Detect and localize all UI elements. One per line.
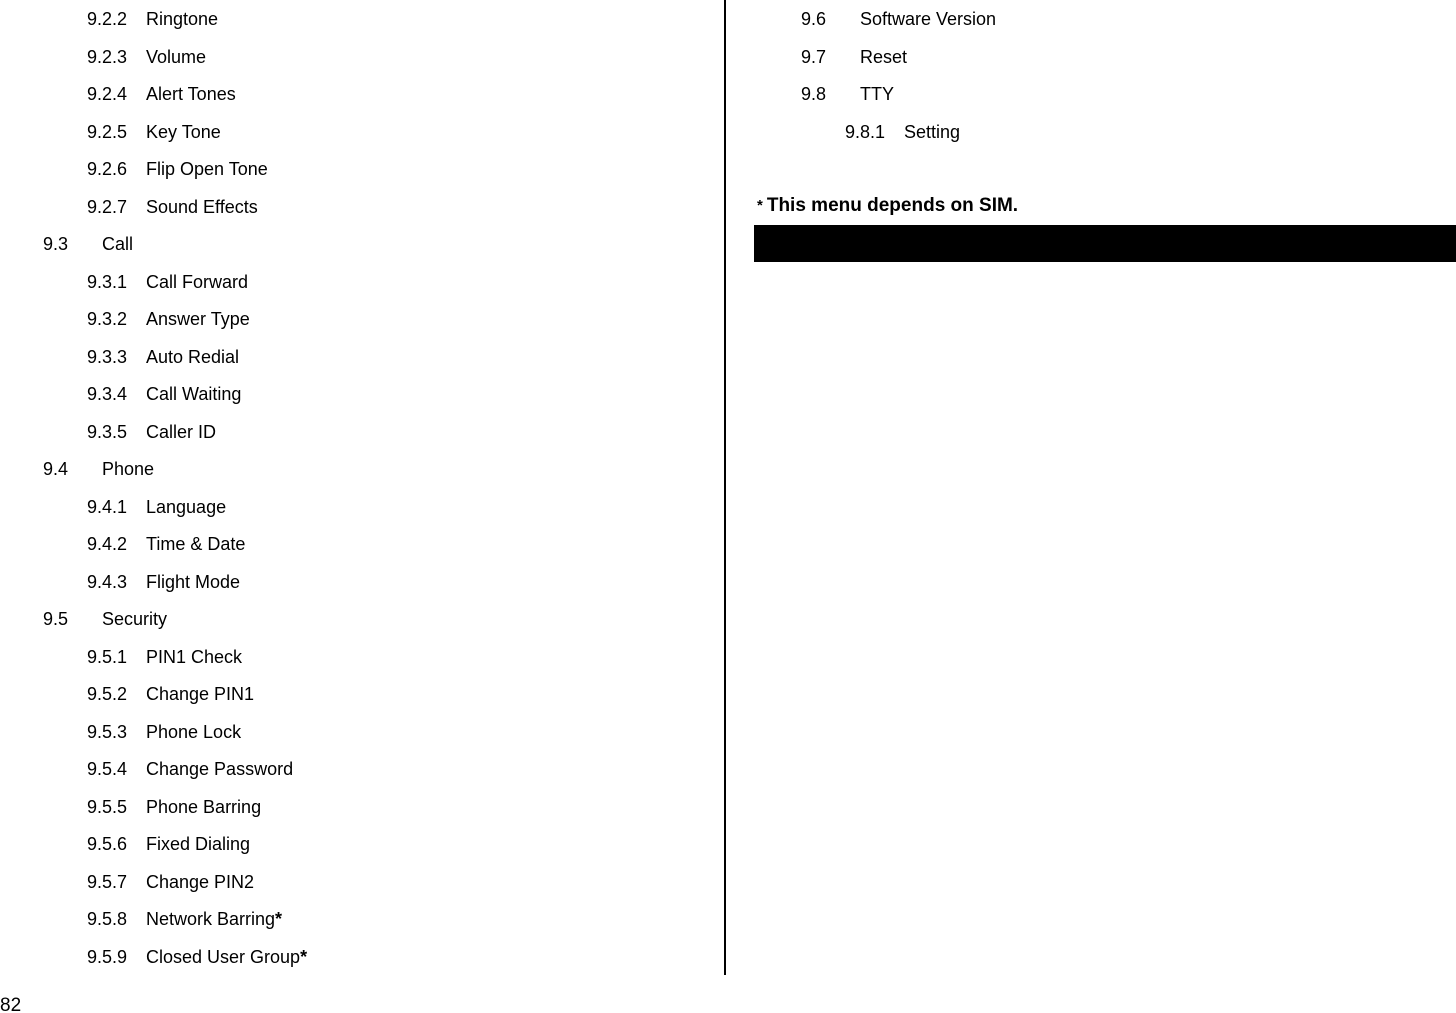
menu-entry-label: [146, 195, 258, 219]
menu-entry: [43, 457, 155, 481]
menu-entry-label-text: Phone: [102, 459, 155, 479]
menu-entry-label: [146, 157, 268, 181]
menu-entry-number: 9.2.7: [87, 196, 128, 217]
menu-entry-label: [146, 645, 242, 669]
menu-entry-label-text: Volume: [146, 46, 207, 67]
menu-entry: [87, 757, 294, 781]
menu-entry-number: 9.2.3: [87, 46, 128, 67]
menu-entry: [87, 570, 241, 594]
menu-entry-number: 9.5.9: [87, 946, 128, 967]
menu-entry-label: [146, 945, 307, 969]
menu-entry: [87, 532, 246, 556]
menu-entry-number: 9.5.5: [87, 796, 128, 817]
menu-entry-label-text: Change PIN2: [146, 871, 255, 892]
column-divider: [724, 0, 726, 975]
menu-entry-label-text: Call Forward: [146, 271, 249, 292]
menu-entry-label-text: Network Barring: [146, 909, 276, 929]
menu-entry: [87, 382, 242, 406]
menu-entry: [801, 45, 908, 69]
menu-entry-number: 9.3.2: [87, 309, 128, 329]
menu-entry-number: 9.4: [43, 459, 69, 479]
menu-entry-number: 9.5.4: [87, 759, 128, 779]
menu-entry: [801, 82, 894, 106]
sim-dependent-asterisk: *: [275, 909, 283, 929]
menu-entry-label: [860, 45, 907, 69]
menu-entry-label: [146, 570, 240, 594]
menu-entry-number: 9.5.2: [87, 684, 128, 704]
menu-entry-number: 9.7: [801, 46, 827, 67]
menu-entry-number: 9.2.4: [87, 84, 128, 104]
menu-entry: [87, 270, 249, 294]
menu-entry: [845, 120, 961, 144]
menu-entry-label: [146, 832, 250, 856]
menu-entry-label-text: Change Password: [146, 759, 294, 779]
menu-entry: [87, 870, 255, 894]
menu-entry-number: 9.6: [801, 9, 827, 29]
menu-entry-label-text: Alert Tones: [146, 84, 236, 104]
menu-entry-label-text: Security: [102, 609, 168, 629]
note-asterisk: *: [757, 197, 763, 214]
menu-entry-label: [146, 757, 293, 781]
menu-entry-label-text: Call Waiting: [146, 384, 242, 404]
menu-entry-label-text: Change PIN1: [146, 684, 255, 704]
menu-entry-label-text: Phone Barring: [146, 796, 262, 817]
menu-entry: [87, 795, 262, 819]
menu-entry-label-text: TTY: [860, 84, 894, 104]
menu-entry-label-text: Setting: [904, 121, 961, 142]
menu-entry: [87, 345, 240, 369]
menu-entry: [87, 420, 217, 444]
menu-entry-label: [146, 907, 282, 931]
menu-entry-label-text: Sound Effects: [146, 196, 258, 217]
menu-entry-number: 9.5.6: [87, 834, 128, 854]
menu-entry: [43, 232, 134, 256]
black-banner-bar: [754, 225, 1456, 262]
menu-entry-number: 9.5.3: [87, 721, 128, 742]
menu-entry-number: 9.5.7: [87, 871, 128, 892]
menu-entry-number: 9.4.2: [87, 534, 128, 554]
menu-entry: [87, 307, 250, 331]
menu-entry-number: 9.5.8: [87, 909, 128, 929]
menu-entry-label-text: Auto Redial: [146, 346, 240, 367]
menu-entry-label: [146, 495, 226, 519]
menu-entry-label: [146, 345, 239, 369]
menu-entry: [87, 907, 283, 931]
menu-entry-number: 9.3: [43, 234, 69, 254]
menu-entry-number: 9.8.1: [845, 121, 886, 142]
menu-entry-label: [146, 795, 261, 819]
menu-entry: [87, 120, 221, 144]
menu-entry-label: [860, 7, 996, 31]
page-number: 82: [0, 995, 22, 1013]
menu-entry: [87, 195, 258, 219]
menu-entry-number: 9.2.2: [87, 9, 128, 29]
menu-entry: [43, 607, 168, 631]
menu-entry-label-text: Software Version: [860, 9, 997, 29]
menu-entry-label-text: Language: [146, 496, 227, 517]
menu-entry-label-text: Time & Date: [146, 534, 246, 554]
menu-entry-label: [146, 45, 206, 69]
menu-entry-label-text: Closed User Group: [146, 946, 301, 967]
menu-entry: [87, 720, 242, 744]
menu-entry-label-text: Caller ID: [146, 421, 217, 442]
menu-entry-number: 9.2.6: [87, 159, 128, 179]
menu-entry-label-text: Fixed Dialing: [146, 834, 251, 854]
menu-entry: [87, 945, 308, 969]
sim-dependent-asterisk: *: [300, 946, 308, 967]
menu-entry-number: 9.3.1: [87, 271, 128, 292]
menu-entry: [87, 682, 255, 706]
menu-entry: [87, 495, 227, 519]
menu-entry-number: 9.4.3: [87, 571, 128, 592]
menu-entry: [87, 832, 251, 856]
menu-entry-label: [146, 720, 241, 744]
menu-entry-label: [146, 532, 245, 556]
menu-entry-label: [102, 457, 154, 481]
menu-entry-label: [146, 82, 236, 106]
menu-entry-number: 9.3.3: [87, 346, 128, 367]
menu-entry-label: [146, 382, 241, 406]
menu-entry-number: 9.5.1: [87, 646, 128, 667]
menu-entry-label: [102, 607, 167, 631]
menu-entry-label: [146, 682, 254, 706]
menu-entry: [87, 82, 236, 106]
menu-entry: [87, 157, 268, 181]
menu-entry-label-text: Key Tone: [146, 121, 221, 142]
menu-entry-label: [146, 420, 216, 444]
menu-entry-label: [146, 870, 254, 894]
menu-entry-number: 9.5: [43, 609, 69, 629]
menu-entry-label-text: Call: [102, 234, 134, 254]
menu-entry-label: [146, 7, 218, 31]
menu-entry-label-text: Phone Lock: [146, 721, 242, 742]
menu-entry: [87, 645, 243, 669]
note-text: This menu depends on SIM.: [766, 195, 1019, 216]
menu-entry-number: 9.3.4: [87, 384, 128, 404]
menu-entry: [801, 7, 997, 31]
menu-entry-label: [102, 232, 133, 256]
menu-entry-label: [146, 307, 250, 331]
menu-entry-number: 9.4.1: [87, 496, 128, 517]
menu-entry-label-text: Flip Open Tone: [146, 159, 268, 179]
menu-entry-number: 9.3.5: [87, 421, 128, 442]
sim-note: [757, 193, 1018, 219]
menu-entry-label-text: Flight Mode: [146, 571, 241, 592]
menu-entry-label-text: Answer Type: [146, 309, 250, 329]
menu-entry-number: 9.8: [801, 84, 827, 104]
menu-entry-label-text: Ringtone: [146, 9, 219, 29]
menu-entry: [87, 45, 207, 69]
menu-entry-label-text: PIN1 Check: [146, 646, 243, 667]
menu-entry-label-text: Reset: [860, 46, 908, 67]
menu-entry-label: [860, 82, 894, 106]
menu-entry-label: [904, 120, 960, 144]
menu-entry-label: [146, 270, 248, 294]
menu-entry-number: 9.2.5: [87, 121, 128, 142]
menu-entry: [87, 7, 219, 31]
menu-entry-label: [146, 120, 221, 144]
